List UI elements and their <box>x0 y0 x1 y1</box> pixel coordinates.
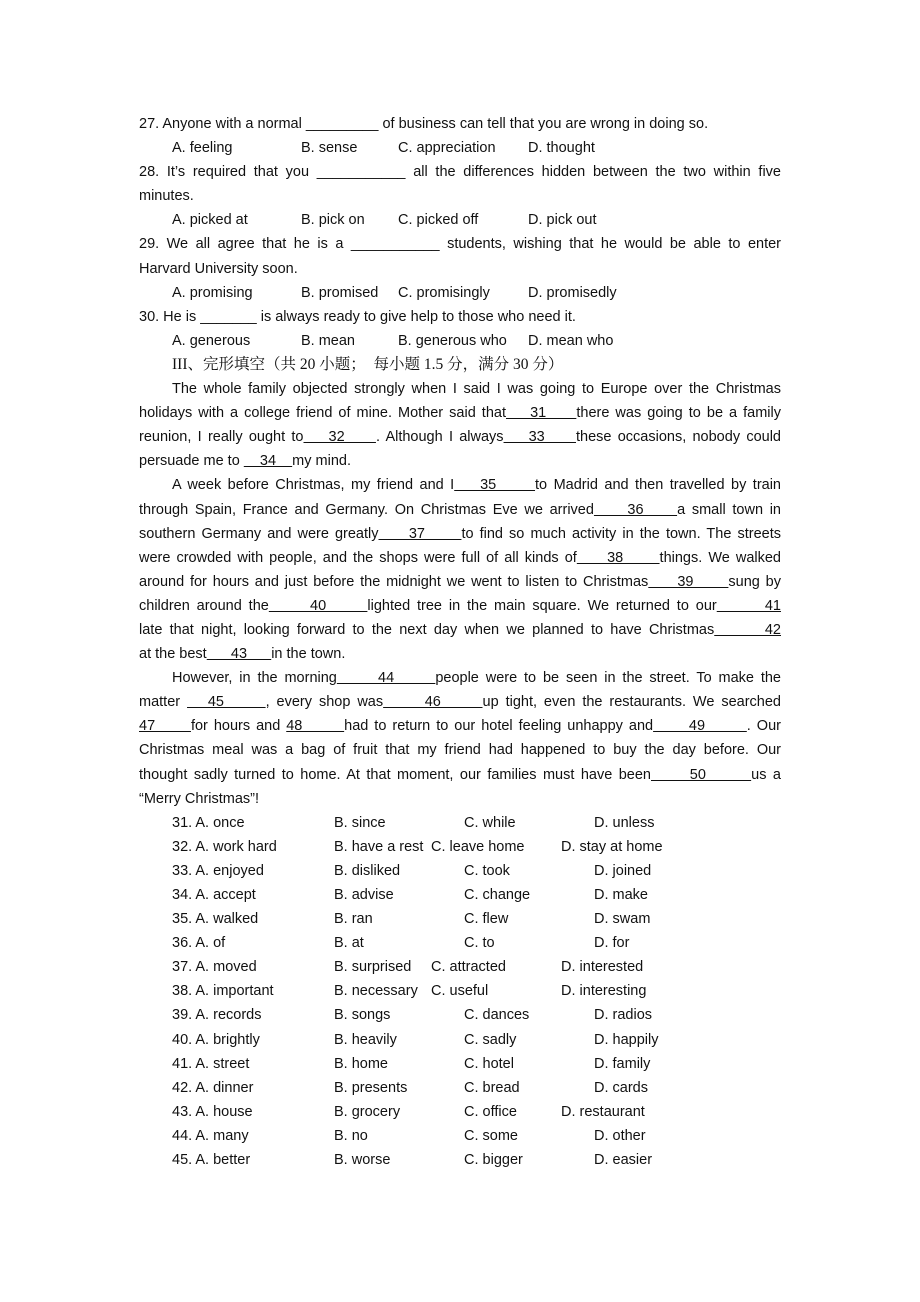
passage-text: around for hours and just before the midnight we went to listen to Christmas <box>139 573 649 590</box>
passage-line <box>139 425 781 449</box>
passage-line <box>139 714 781 738</box>
question-29-stem-cont: Harvard University soon. <box>139 260 298 277</box>
passage-line <box>139 787 781 811</box>
option-b: B. ran <box>334 911 373 928</box>
answer-blank: 47 <box>139 718 191 735</box>
cloze-passage <box>139 377 781 811</box>
option-row <box>139 1052 781 1076</box>
passage-line <box>139 377 781 401</box>
answer-blank: 36 <box>593 501 678 518</box>
option-d: D. pick out <box>528 212 597 229</box>
passage-text: “Merry Christmas”! <box>139 790 260 807</box>
cloze-options <box>139 811 781 1172</box>
option-a: A. generous <box>172 332 251 349</box>
option-a: 42. A. dinner <box>172 1079 254 1096</box>
option-b: B. worse <box>334 1152 391 1169</box>
passage-text: to find so much activity in the town. The streets <box>461 525 781 542</box>
passage-line <box>139 498 781 522</box>
question-29-stem: 29. We all agree that he is a ___________ students, wishing that he would be able to enter <box>139 236 781 253</box>
option-c: C. hotel <box>464 1055 514 1072</box>
passage-text: lighted tree in the main square. We returned to our <box>367 597 717 614</box>
option-d: D. make <box>594 887 648 903</box>
option-b: B. mean <box>301 332 355 349</box>
option-b: B. advise <box>334 887 394 903</box>
option-row <box>139 811 781 835</box>
option-a: 36. A. of <box>172 935 226 952</box>
option-a: 45. A. better <box>172 1152 251 1169</box>
option-d: D. family <box>594 1055 651 1072</box>
answer-blank: 35 <box>454 477 536 494</box>
option-c: C. took <box>464 862 510 879</box>
question-29-options <box>139 281 781 305</box>
option-row <box>139 883 781 907</box>
option-d: D. promisedly <box>528 284 617 301</box>
option-c: C. to <box>464 935 495 952</box>
passage-text: The whole family objected strongly when I said I was going to Europe over the Christmas <box>172 381 781 398</box>
option-b: B. disliked <box>334 862 401 879</box>
option-b: B. heavily <box>334 1031 397 1048</box>
answer-blank: 43 <box>206 646 272 663</box>
option-b: B. no <box>334 1127 368 1144</box>
answer-blank: 34 <box>243 453 293 470</box>
passage-text: were crowded with people, and the shops were full of all kinds of <box>139 549 577 566</box>
option-b: B. at <box>334 935 364 952</box>
passage-text: us a <box>751 766 781 783</box>
passage-line <box>139 738 781 762</box>
option-c: C. appreciation <box>398 140 496 157</box>
option-c: C. change <box>464 887 531 903</box>
option-a: 32. A. work hard <box>172 838 277 855</box>
option-c: B. generous who <box>398 332 507 349</box>
option-row <box>139 907 781 931</box>
question-28-stem: 28. It’s required that you ___________ all the differences hidden between the two within five <box>139 164 781 181</box>
passage-line <box>139 546 781 570</box>
option-a: 40. A. brightly <box>172 1031 260 1048</box>
option-d: D. restaurant <box>561 1103 645 1120</box>
option-row <box>139 859 781 883</box>
passage-text: for hours and <box>190 718 287 735</box>
exam-page <box>139 112 781 1172</box>
option-d: D. thought <box>528 140 595 157</box>
passage-text: persuade me to <box>139 453 244 470</box>
option-a: 38. A. important <box>172 983 274 1000</box>
answer-blank: 46 <box>383 694 483 711</box>
question-27-options <box>139 136 781 160</box>
passage-text: people were to be seen in the street. To make the <box>435 670 781 687</box>
option-a: A. picked at <box>172 212 248 229</box>
option-a: 44. A. many <box>172 1127 249 1144</box>
passage-text: my mind. <box>292 453 351 470</box>
option-b: B. grocery <box>334 1103 401 1120</box>
option-a: 39. A. records <box>172 1007 262 1024</box>
passage-text: thought sadly turned to home. At that moment, our families must have been <box>139 766 651 783</box>
option-b: B. home <box>334 1055 388 1072</box>
passage-text: matter <box>139 694 188 711</box>
passage-text: southern Germany and were greatly <box>139 525 379 542</box>
passage-line <box>139 522 781 546</box>
passage-line <box>139 473 781 497</box>
answer-blank: 38 <box>576 549 660 566</box>
passage-text: However, in the morning <box>172 670 337 687</box>
option-d: D. unless <box>594 814 655 831</box>
passage-line <box>139 570 781 594</box>
option-row <box>139 1148 781 1172</box>
option-d: D. swam <box>594 911 651 928</box>
passage-text: holidays with a college friend of mine. Mother said that <box>139 405 506 422</box>
answer-blank: 48 <box>286 718 345 735</box>
option-b: B. surprised <box>334 959 412 976</box>
passage-text: a small town in <box>677 501 781 518</box>
passage-line <box>139 594 781 618</box>
passage-text: to Madrid and then travelled by train <box>535 477 781 494</box>
option-b: B. sense <box>301 140 358 157</box>
option-c: C. dances <box>464 1007 530 1024</box>
answer-blank: 44 <box>336 670 436 687</box>
passage-line <box>139 666 781 690</box>
passage-text: Christmas meal was a bag of fruit that my friend had happened to buy the day before. Our <box>139 742 781 759</box>
answer-blank: 33 <box>503 429 576 446</box>
passage-line <box>139 449 781 473</box>
answer-blank: 50 <box>651 766 752 783</box>
answer-blank: 37 <box>378 525 462 542</box>
passage-text: up tight, even the restaurants. We searched <box>482 694 781 711</box>
passage-text: . Our <box>746 718 781 735</box>
passage-text: at the best <box>139 646 207 663</box>
option-c: C. useful <box>431 983 489 1000</box>
question-30-options <box>139 329 781 353</box>
answer-blank: 32 <box>303 429 376 446</box>
option-b: B. since <box>334 814 386 831</box>
option-d: D. easier <box>594 1152 653 1169</box>
option-d: D. interesting <box>561 983 647 1000</box>
option-d: D. joined <box>594 862 652 879</box>
option-a: 34. A. accept <box>172 887 256 903</box>
option-c: C. flew <box>464 911 509 928</box>
passage-text: had to return to our hotel feeling unhappy and <box>344 718 654 735</box>
question-28-stem-cont: minutes. <box>139 188 194 205</box>
option-d: D. radios <box>594 1007 653 1024</box>
passage-text: reunion, I really ought to <box>139 429 304 446</box>
option-c: C. office <box>464 1103 517 1120</box>
passage-text: A week before Christmas, my friend and I <box>172 477 455 494</box>
option-a: 37. A. moved <box>172 959 257 976</box>
option-b: B. necessary <box>334 983 418 1000</box>
option-row <box>139 931 781 955</box>
option-d: D. for <box>594 935 630 952</box>
answer-blank: 40 <box>268 597 368 614</box>
passage-text: there was going to be a family <box>576 405 781 422</box>
question-27-stem: 27. Anyone with a normal _________ of business can tell that you are wrong in doing so. <box>139 116 709 132</box>
option-c: C. picked off <box>398 212 479 229</box>
option-row <box>139 1100 781 1124</box>
option-a: 43. A. house <box>172 1103 253 1120</box>
option-b: B. promised <box>301 284 379 301</box>
passage-text: . Although I always <box>375 429 504 446</box>
answer-blank: 49 <box>653 718 747 735</box>
option-c: C. promisingly <box>398 284 490 301</box>
passage-line <box>139 642 781 666</box>
option-row <box>139 979 781 1003</box>
option-d: D. stay at home <box>561 838 663 855</box>
passage-text: through Spain, France and Germany. On Christmas Eve we arrived <box>139 501 594 518</box>
option-row <box>139 1028 781 1052</box>
option-c: C. while <box>464 814 516 831</box>
question-30-stem: 30. He is _______ is always ready to give help to those who need it. <box>139 308 576 325</box>
passage-text: sung by <box>728 573 781 590</box>
passage-text: late that night, looking forward to the next day when we planned to have Christmas <box>139 621 715 638</box>
option-a: 31. A. once <box>172 814 245 831</box>
option-d: D. interested <box>561 959 644 976</box>
passage-line <box>139 690 781 714</box>
option-d: D. mean who <box>528 332 614 349</box>
option-c: C. leave home <box>431 838 525 855</box>
option-d: D. cards <box>594 1079 648 1096</box>
answer-blank: 45 <box>187 694 266 711</box>
question-28-options <box>139 208 781 232</box>
option-c: C. bread <box>464 1079 520 1096</box>
option-a: A. promising <box>172 284 253 301</box>
option-b: B. songs <box>334 1007 391 1024</box>
option-d: D. happily <box>594 1031 659 1048</box>
option-a: 35. A. walked <box>172 911 259 928</box>
option-b: B. presents <box>334 1079 408 1096</box>
section-heading: III、完形填空（共 20 小题； 每小题 1.5 分，满分 30 分） <box>172 355 564 373</box>
passage-text: children around the <box>139 597 269 614</box>
option-a: 33. A. enjoyed <box>172 862 264 879</box>
option-c: C. some <box>464 1127 518 1144</box>
option-row <box>139 955 781 979</box>
option-b: B. pick on <box>301 212 365 229</box>
answer-blank: 31 <box>505 405 577 422</box>
option-c: C. bigger <box>464 1152 523 1169</box>
passage-line <box>139 401 781 425</box>
option-b: B. have a rest <box>334 838 424 855</box>
passage-text: these occasions, nobody could <box>576 429 781 446</box>
option-a: 41. A. street <box>172 1055 250 1072</box>
option-c: C. sadly <box>464 1031 517 1048</box>
option-d: D. other <box>594 1127 646 1144</box>
passage-text: , every shop was <box>265 694 384 711</box>
option-row <box>139 1124 781 1148</box>
option-c: C. attracted <box>431 959 506 976</box>
answer-blank: 39 <box>648 573 729 590</box>
option-a: A. feeling <box>172 140 233 157</box>
option-row <box>139 1003 781 1027</box>
option-row <box>139 1076 781 1100</box>
passage-text: in the town. <box>271 646 346 663</box>
passage-line <box>139 763 781 787</box>
option-row <box>139 835 781 859</box>
answer-blank: 41 <box>716 597 781 614</box>
passage-line <box>139 618 781 642</box>
passage-text: things. We walked <box>659 549 781 566</box>
answer-blank: 42 <box>714 621 781 638</box>
